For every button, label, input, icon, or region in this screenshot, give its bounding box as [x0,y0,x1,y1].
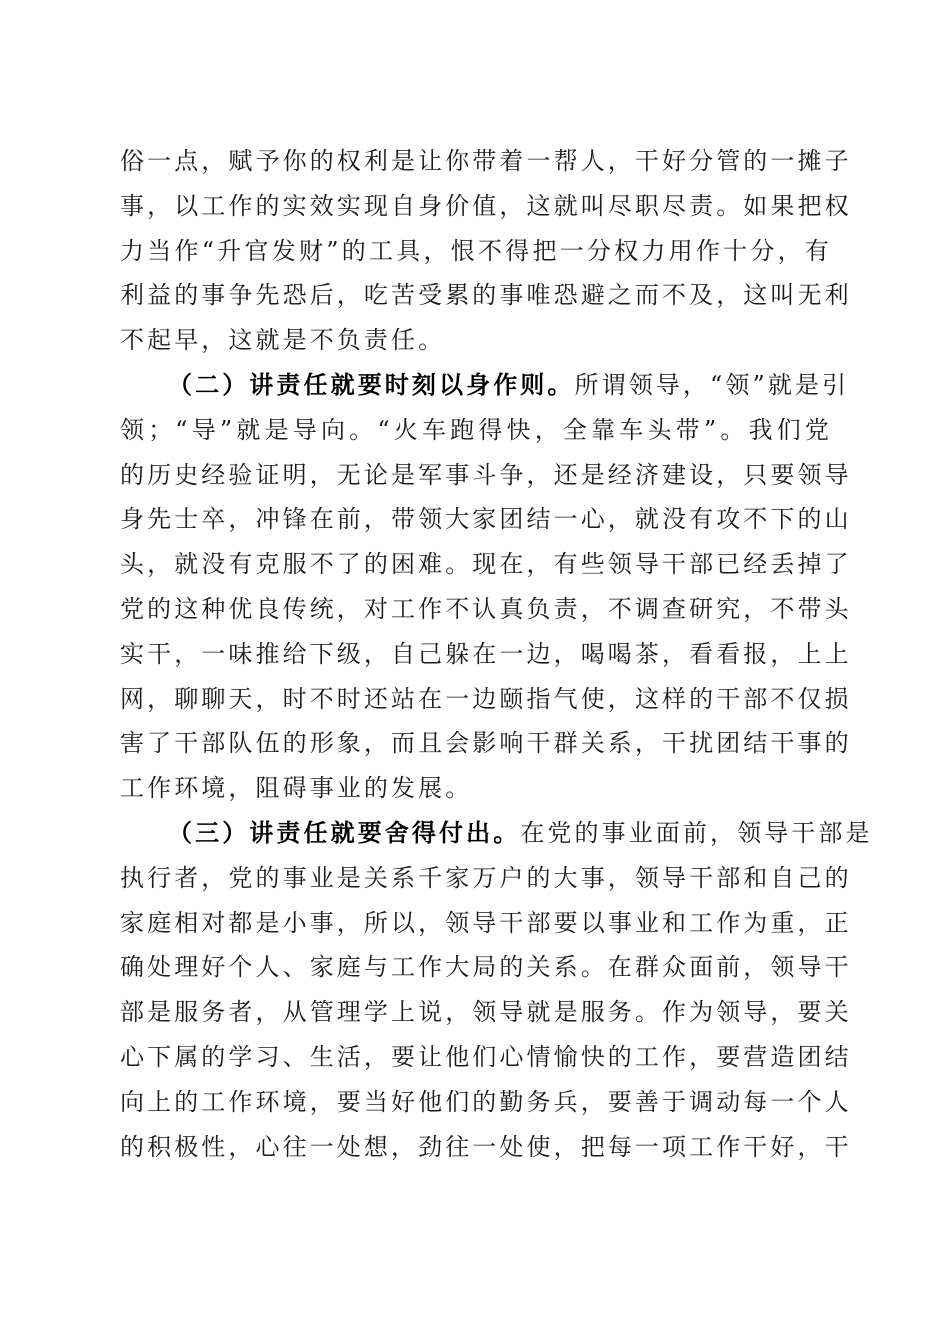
line-text: 党的这种优良传统，对工作不认真负责，不调查研究，不带头 [120,594,852,623]
line-text: 执行者，党的事业是关系千家万户的大事，领导干部和自己的 [120,863,852,892]
paragraph-line [120,542,852,587]
section-heading-line [120,811,873,856]
paragraph-line [120,856,852,901]
paragraph-line [120,1080,852,1125]
paragraph-line [120,1035,852,1080]
paragraph-line [120,318,832,363]
line-text: 的积极性，心往一处想，劲往一处使，把每一项工作干好，干 [120,1132,852,1161]
paragraph-line [120,184,852,229]
paragraph-line [120,453,852,498]
line-text: 部是服务者，从管理学上说，领导就是服务。作为领导，要关 [120,998,852,1027]
line-text: 的历史经验证明，无论是军事斗争，还是经济建设，只要领导 [120,460,852,489]
line-text: 在党的事业面前，领导干部是 [520,818,873,847]
paragraph-line [120,721,852,766]
section-heading: （二）讲责任就要时刻以身作则。 [168,369,575,399]
paragraph-line [120,632,852,677]
line-text: 身先士卒，冲锋在前，带领大家团结一心，就没有攻不下的山 [120,505,852,534]
line-text: 领；“导”就是导向。“火车跑得快，全靠车头带”。我们党 [120,415,832,444]
line-text: 确处理好个人、家庭与工作大局的关系。在群众面前，领导干 [120,953,852,982]
paragraph-line [120,229,832,274]
line-text: 害了干部队伍的形象，而且会影响干群关系，干扰团结干事的 [120,729,852,758]
line-text: 力当作“升官发财”的工具，恨不得把一分权力用作十分，有 [120,236,832,265]
line-text: 心下属的学习、生活，要让他们心情愉快的工作，要营造团结 [120,1042,852,1071]
paragraph-line [120,990,852,1035]
paragraph-line [120,1125,852,1170]
paragraph-line [120,587,852,632]
line-text: 事，以工作的实效实现自身价值，这就叫尽职尽责。如果把权 [120,191,852,220]
paragraph-line [120,139,852,184]
line-text: 俗一点，赋予你的权利是让你带着一帮人，干好分管的一摊子 [120,147,852,175]
line-text: 家庭相对都是小事，所以，领导干部要以事业和工作为重，正 [120,908,852,937]
paragraph-line [120,677,852,722]
line-text: 头，就没有克服不了的困难。现在，有些领导干部已经丢掉了 [120,550,852,579]
section-heading-line [120,363,850,408]
line-text: 向上的工作环境，要当好他们的勤务兵，要善于调动每一个人 [120,1087,852,1116]
paragraph-line [120,273,852,318]
paragraph-line [120,497,852,542]
section-heading: （三）讲责任就要舍得付出。 [168,817,521,847]
line-text: 所谓领导，“领”就是引 [574,370,850,399]
line-text: 实干，一味推给下级，自己躲在一边，喝喝茶，看看报，上上 [120,639,852,668]
line-text: 网，聊聊天，时不时还站在一边颐指气使，这样的干部不仅损 [120,684,852,713]
paragraph-line [120,408,832,453]
paragraph-line [120,766,832,811]
line-text: 不起早，这就是不负责任。 [120,326,446,355]
line-text: 工作环境，阻碍事业的发展。 [120,774,473,803]
paragraph-line [120,945,852,990]
body-text [120,139,873,1169]
line-text: 利益的事争先恐后，吃苦受累的事唯恐避之而不及，这叫无利 [120,281,852,310]
paragraph-line [120,901,852,946]
